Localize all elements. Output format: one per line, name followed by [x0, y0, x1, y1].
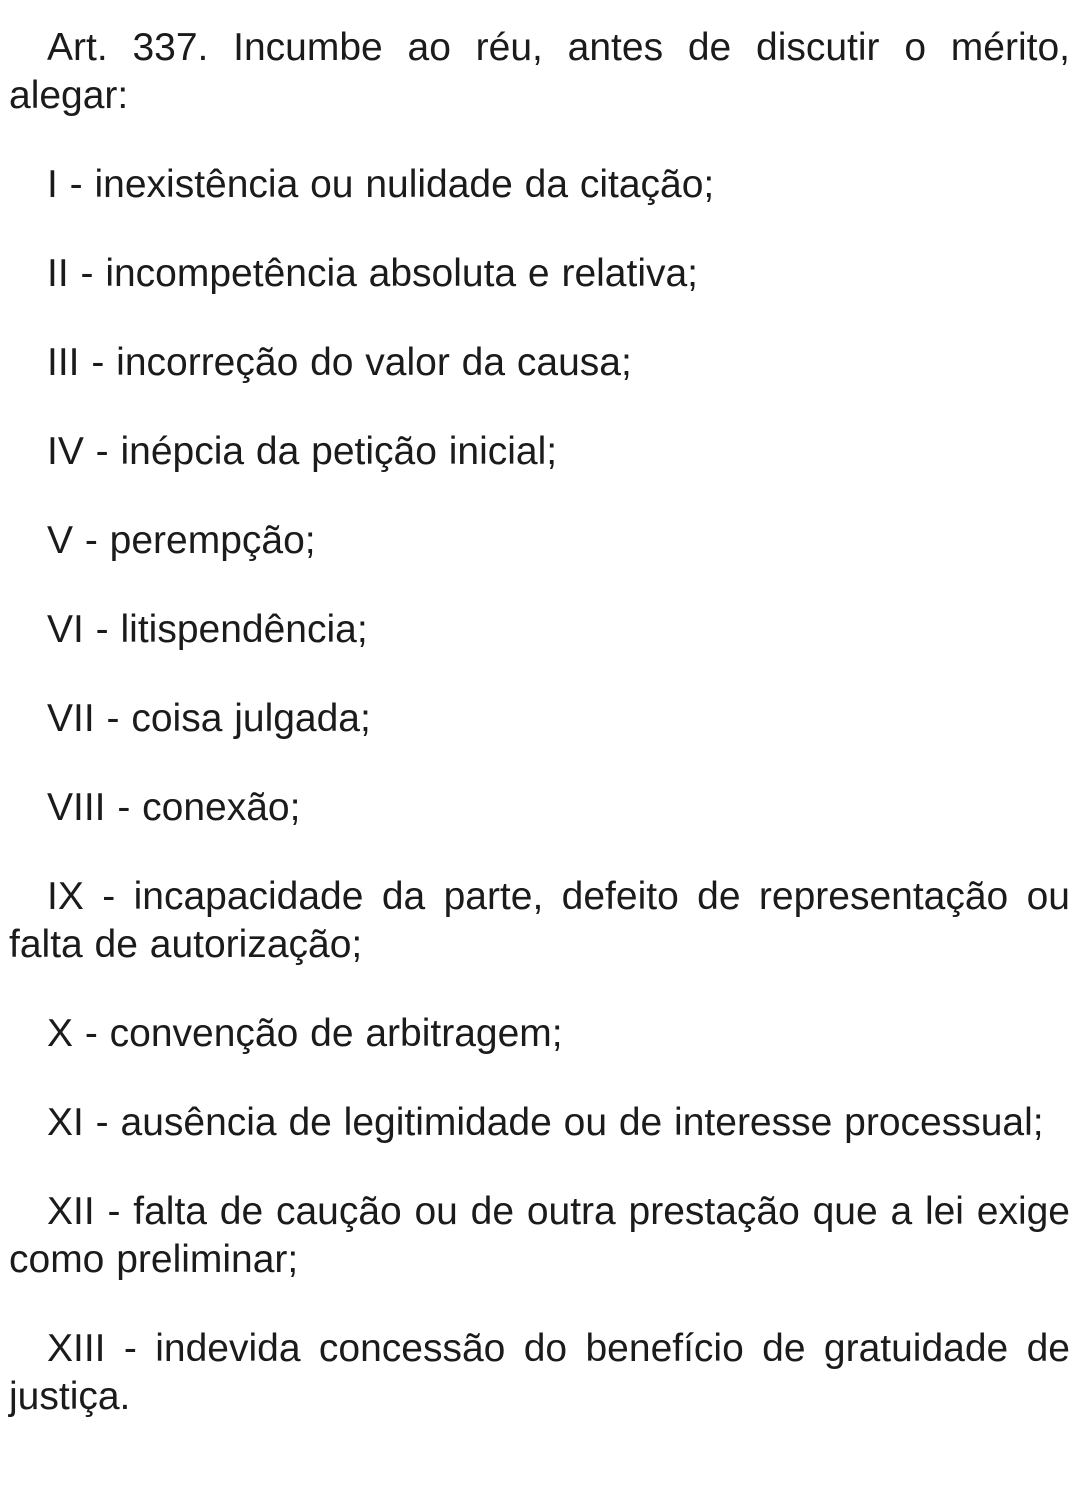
list-item: I - inexistência ou nulidade da citação; — [47, 163, 715, 206]
list-item: VI - litispendência; — [47, 608, 368, 651]
list-item: VII - coisa julgada; — [47, 697, 371, 740]
list-item: VIII - conexão; — [47, 786, 301, 829]
list-item: IV - inépcia da petição inicial; — [47, 430, 558, 473]
list-item: XII - falta de caução ou de outra prestação que a lei exige como preliminar; — [9, 1190, 1070, 1281]
list-item: XIII - indevida concessão do benefício de gratuidade de justiça. — [9, 1327, 1070, 1418]
list-item: II - incompetência absoluta e relativa; — [47, 252, 699, 295]
list-item: X - convenção de arbitragem; — [47, 1012, 563, 1055]
article-heading: Art. 337. Incumbe ao réu, antes de discutir o mérito, alegar: — [9, 26, 1070, 117]
list-item: XI - ausência de legitimidade ou de interesse processual; — [47, 1101, 1044, 1144]
list-item: III - incorreção do valor da causa; — [47, 341, 632, 384]
list-item: IX - incapacidade da parte, defeito de representação ou falta de autorização; — [9, 875, 1070, 966]
document-body — [9, 0, 1070, 1462]
list-item: V - perempção; — [47, 519, 316, 562]
